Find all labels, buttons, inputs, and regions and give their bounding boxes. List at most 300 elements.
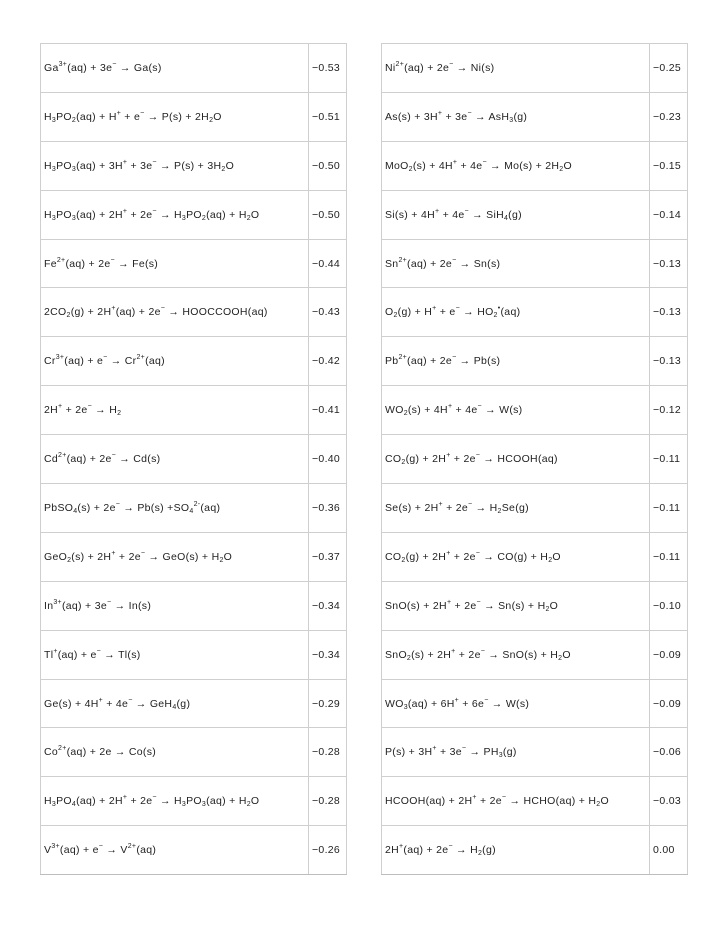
reaction-text: → W(s) <box>488 697 530 710</box>
reaction-text: Ga <box>44 61 59 74</box>
superscript: − <box>87 403 92 411</box>
reaction-text: + 3e <box>436 746 462 759</box>
reaction-text: (aq) + H <box>76 110 117 123</box>
reaction-text: (g) <box>502 746 517 759</box>
superscript: + <box>53 647 58 655</box>
superscript: − <box>140 549 146 557</box>
potentials-table-right <box>381 43 688 875</box>
potential-value-cell: −0.15 <box>650 141 688 190</box>
superscript: − <box>482 158 487 166</box>
table-row <box>382 239 688 288</box>
superscript: 2+ <box>127 843 137 851</box>
subscript: 3 <box>51 116 57 124</box>
reaction-text: Si(s) + 4H <box>385 208 435 221</box>
reaction-text: CO <box>385 550 402 563</box>
superscript: − <box>110 256 115 264</box>
reaction-text: + 2e <box>476 795 502 808</box>
potential-value-cell: 0.00 <box>650 826 688 875</box>
subscript: 2 <box>401 459 406 467</box>
reaction-text: O <box>385 306 394 319</box>
reaction-text: (aq) + 2e <box>65 257 111 270</box>
subscript: 2 <box>246 214 251 222</box>
superscript: + <box>122 794 128 802</box>
half-reaction-cell <box>382 679 650 728</box>
superscript: + <box>111 305 116 313</box>
reaction-text: + 2e <box>62 404 88 417</box>
potential-value-cell: −0.13 <box>650 337 688 386</box>
half-reaction-cell <box>41 337 309 386</box>
superscript: − <box>475 452 481 460</box>
potential-value-cell: −0.28 <box>309 777 347 826</box>
potential-value-cell: −0.10 <box>650 581 688 630</box>
subscript: 2 <box>401 556 406 564</box>
superscript: − <box>476 598 481 606</box>
subscript: 3 <box>51 214 57 222</box>
reaction-text: O <box>225 159 235 172</box>
reaction-text: → Sn(s) + H <box>480 599 546 612</box>
superscript: − <box>475 549 481 557</box>
table-row <box>41 337 347 386</box>
reaction-text: → AsH <box>471 110 510 123</box>
half-reaction-cell <box>41 435 309 484</box>
reaction-text: P(s) + 3H <box>385 746 433 759</box>
reaction-text: → CO(g) + H <box>480 550 549 563</box>
half-reaction-cell <box>382 337 650 386</box>
subscript: 2 <box>219 556 224 564</box>
reaction-text: + e <box>436 306 456 319</box>
reaction-text: Cr <box>44 355 56 368</box>
potential-value-cell: −0.11 <box>650 532 688 581</box>
superscript: 2+ <box>395 60 405 68</box>
table-row <box>41 484 347 533</box>
half-reaction-cell <box>382 239 650 288</box>
table-row <box>41 386 347 435</box>
table-row <box>382 190 688 239</box>
half-reaction-cell <box>382 435 650 484</box>
subscript: 2 <box>66 312 71 320</box>
reaction-text: Co <box>44 746 59 759</box>
subscript: 3 <box>51 165 57 173</box>
superscript: 2+ <box>136 354 146 362</box>
subscript: 2 <box>558 654 563 662</box>
superscript: 3+ <box>55 354 65 362</box>
reaction-text: Se(g) <box>501 501 529 514</box>
subscript: 2 <box>67 556 72 564</box>
table-row <box>382 777 688 826</box>
superscript: + <box>122 207 128 215</box>
potential-value-cell: −0.36 <box>309 484 347 533</box>
superscript: − <box>111 452 117 460</box>
superscript: + <box>98 696 104 704</box>
subscript: 3 <box>403 703 408 711</box>
reaction-text: H <box>44 208 52 221</box>
reaction-text: (aq) <box>145 355 165 368</box>
table-body <box>382 44 688 875</box>
reaction-text: WO <box>385 404 404 417</box>
reaction-text: + 4e <box>103 697 129 710</box>
superscript: − <box>103 354 108 362</box>
potential-value-cell: −0.53 <box>309 44 347 93</box>
reaction-text: (g) <box>508 208 522 221</box>
reaction-text: CO <box>385 453 402 466</box>
superscript: + <box>438 500 443 508</box>
reaction-text: → P(s) + 2H <box>144 110 210 123</box>
superscript: − <box>128 696 133 704</box>
table-row <box>382 386 688 435</box>
reaction-text: (g) <box>513 110 528 123</box>
reaction-text: In <box>44 599 54 612</box>
subscript: 2 <box>201 214 207 222</box>
potential-value-cell: −0.34 <box>309 630 347 679</box>
superscript: + <box>432 745 437 753</box>
potential-value-cell: −0.41 <box>309 386 347 435</box>
table-row <box>382 141 688 190</box>
half-reaction-cell <box>41 581 309 630</box>
reaction-text: (s) + 4H <box>412 159 453 172</box>
half-reaction-cell <box>41 44 309 93</box>
potential-value-cell: −0.09 <box>650 679 688 728</box>
subscript: 2 <box>559 165 564 173</box>
superscript: − <box>152 794 157 802</box>
half-reaction-cell <box>41 92 309 141</box>
subscript: 3 <box>201 801 207 809</box>
reaction-text: Ge(s) + 4H <box>44 697 99 710</box>
reaction-text: O <box>250 208 260 221</box>
reaction-text: (g) + 2H <box>70 306 112 319</box>
subscript: 3 <box>181 801 187 809</box>
subscript: 4 <box>73 507 78 515</box>
potential-value-cell: −0.28 <box>309 728 347 777</box>
reaction-text: → In(s) <box>111 599 152 612</box>
reaction-text: PO <box>186 795 202 808</box>
superscript: 3+ <box>58 60 68 68</box>
half-reaction-cell <box>41 484 309 533</box>
reaction-text: (aq) + 2H <box>76 208 123 221</box>
reaction-text: → SnO(s) + H <box>485 648 559 661</box>
reaction-text: H <box>44 795 52 808</box>
potential-value-cell: −0.51 <box>309 92 347 141</box>
reaction-text: PO <box>186 208 202 221</box>
potential-value-cell: −0.29 <box>309 679 347 728</box>
reaction-text: (aq) + H <box>206 208 247 221</box>
table-row <box>382 337 688 386</box>
reaction-text: (aq) + 2e <box>404 61 450 74</box>
superscript: + <box>437 109 443 117</box>
superscript: − <box>467 109 472 117</box>
subscript: 2 <box>497 507 502 515</box>
reaction-text: (g) + H <box>397 306 433 319</box>
reaction-text: (aq) + 2e → Co(s) <box>66 746 157 759</box>
table-row <box>41 826 347 875</box>
reaction-text: → H <box>472 501 498 514</box>
superscript: − <box>152 207 157 215</box>
superscript: + <box>446 452 451 460</box>
superscript: − <box>484 696 489 704</box>
subscript: 2 <box>246 801 251 809</box>
reaction-text: + 2e <box>450 453 476 466</box>
subscript: 3 <box>509 116 514 124</box>
reaction-text: (aq) + 2e <box>407 355 453 368</box>
subscript: 2 <box>408 165 413 173</box>
reaction-text: GeO <box>44 550 68 563</box>
reaction-text: 2H <box>44 404 59 417</box>
superscript: + <box>447 403 453 411</box>
reaction-text: Fe <box>44 257 57 270</box>
potential-value-cell: −0.26 <box>309 826 347 875</box>
superscript: − <box>448 843 453 851</box>
reaction-text: → Fe(s) <box>114 257 159 270</box>
subscript: 2 <box>209 116 214 124</box>
half-reaction-cell <box>382 44 650 93</box>
reaction-text: (aq) + e <box>57 648 97 661</box>
table-body <box>41 44 347 875</box>
table-row <box>382 92 688 141</box>
reaction-text: H <box>44 110 52 123</box>
half-reaction-cell <box>382 484 650 533</box>
subscript: 2 <box>393 312 398 320</box>
subscript: 2 <box>596 801 601 809</box>
half-reaction-cell <box>41 532 309 581</box>
reaction-text: O <box>250 795 260 808</box>
reaction-text: O <box>552 550 561 563</box>
table-row <box>41 92 347 141</box>
reaction-text: → Cr <box>107 355 137 368</box>
subscript: 4 <box>71 801 77 809</box>
reaction-text: (s) + 4H <box>407 404 448 417</box>
table-row <box>382 679 688 728</box>
reaction-text: → SiH <box>468 208 504 221</box>
subscript: 2 <box>477 850 483 858</box>
superscript: + <box>116 109 122 117</box>
subscript: 3 <box>498 752 503 760</box>
superscript: + <box>454 696 460 704</box>
superscript: + <box>446 549 451 557</box>
superscript: + <box>432 305 437 313</box>
potential-value-cell: −0.06 <box>650 728 688 777</box>
reaction-text: (g) + 2H <box>405 550 447 563</box>
reaction-text: + 2e <box>455 648 481 661</box>
reaction-text: Tl <box>44 648 54 661</box>
half-reaction-cell <box>41 777 309 826</box>
half-reaction-cell <box>41 826 309 875</box>
reaction-text: O <box>563 159 572 172</box>
superscript: + <box>122 158 128 166</box>
subscript: 3 <box>181 214 187 222</box>
reaction-text: → PH <box>466 746 499 759</box>
reaction-text: + 3e <box>127 159 153 172</box>
potential-value-cell: −0.11 <box>650 435 688 484</box>
table-row <box>382 288 688 337</box>
potential-value-cell: −0.43 <box>309 288 347 337</box>
reaction-text: (aq) <box>500 306 521 319</box>
potential-value-cell: −0.50 <box>309 190 347 239</box>
reaction-text: Cd <box>44 453 59 466</box>
table-row <box>382 484 688 533</box>
reaction-text: → HOOCCOOH(aq) <box>165 306 268 319</box>
subscript: 4 <box>189 507 194 515</box>
reaction-text: As(s) + 3H <box>385 110 438 123</box>
reaction-text: + 2e <box>127 208 153 221</box>
reaction-text: → V <box>103 844 128 857</box>
table-row <box>41 679 347 728</box>
reaction-text: Pb <box>385 355 399 368</box>
potential-value-cell: −0.09 <box>650 630 688 679</box>
subscript: 2 <box>403 410 408 418</box>
superscript: − <box>98 843 104 851</box>
half-reaction-cell <box>41 386 309 435</box>
subscript: 3 <box>51 801 57 809</box>
superscript: 2+ <box>398 354 408 362</box>
reaction-text: SnO(s) + 2H <box>385 599 447 612</box>
superscript: + <box>434 207 440 215</box>
half-reaction-cell <box>41 679 309 728</box>
reaction-text: (g) <box>176 697 191 710</box>
potential-value-cell: −0.12 <box>650 386 688 435</box>
half-reaction-cell <box>382 190 650 239</box>
table-row <box>41 141 347 190</box>
reaction-text: (aq) + 2e <box>115 306 161 319</box>
table-row <box>41 581 347 630</box>
reaction-text: 2H <box>385 844 400 857</box>
table-row <box>382 581 688 630</box>
reaction-text: (aq) + 3e <box>67 61 113 74</box>
reaction-text: → Pb(s) <box>456 355 501 368</box>
superscript: − <box>461 745 467 753</box>
table-row <box>41 288 347 337</box>
reaction-text: (aq) + 2e <box>407 257 453 270</box>
reaction-text: H <box>44 159 52 172</box>
reaction-text: + 4e <box>457 159 483 172</box>
reaction-text: + 2e <box>127 795 153 808</box>
reaction-text: Se(s) + 2H <box>385 501 439 514</box>
reaction-text: → H <box>91 404 118 417</box>
superscript: + <box>452 158 458 166</box>
reaction-text: PO <box>56 110 72 123</box>
reaction-text: WO <box>385 697 404 710</box>
superscript: + <box>446 598 452 606</box>
subscript: 2 <box>406 654 412 662</box>
superscript: − <box>106 598 112 606</box>
reaction-text: O <box>600 795 609 808</box>
potential-value-cell: −0.37 <box>309 532 347 581</box>
table-row <box>41 630 347 679</box>
reaction-text: HCOOH(aq) + 2H <box>385 795 473 808</box>
superscript: − <box>115 500 121 508</box>
reaction-text: + 4e <box>452 404 478 417</box>
reaction-text: (aq) + 2e <box>403 844 449 857</box>
superscript: − <box>140 109 145 117</box>
potential-value-cell: −0.03 <box>650 777 688 826</box>
reaction-text: (g) <box>482 844 496 857</box>
reaction-text: O <box>562 648 571 661</box>
half-reaction-cell <box>41 190 309 239</box>
superscript: − <box>477 403 482 411</box>
reaction-text: + 6e <box>459 697 485 710</box>
superscript: − <box>112 60 117 68</box>
table-row <box>382 44 688 93</box>
superscript: 2+ <box>58 452 67 460</box>
reaction-text: → Ni(s) <box>453 61 495 74</box>
reaction-text: → Sn(s) <box>456 257 501 270</box>
reaction-text: O <box>549 599 559 612</box>
potential-value-cell: −0.11 <box>650 484 688 533</box>
table-row <box>41 777 347 826</box>
reaction-text: PO <box>56 208 72 221</box>
reaction-text: → Tl(s) <box>101 648 141 661</box>
table-row <box>41 435 347 484</box>
superscript: 2- <box>193 500 201 508</box>
reaction-text: V <box>44 844 52 857</box>
half-reaction-cell <box>382 288 650 337</box>
reaction-text: + 2e <box>442 501 469 514</box>
superscript: + <box>399 843 404 851</box>
subscript: 4 <box>503 214 509 222</box>
potential-value-cell: −0.23 <box>650 92 688 141</box>
reaction-text: → W(s) <box>481 404 523 417</box>
potential-value-cell: −0.40 <box>309 435 347 484</box>
reaction-text: → HO <box>459 306 494 319</box>
superscript: 3+ <box>51 843 60 851</box>
superscript: − <box>464 207 469 215</box>
reaction-text: PO <box>56 159 72 172</box>
subscript: 2 <box>71 116 77 124</box>
subscript: 3 <box>71 214 77 222</box>
potential-value-cell: −0.42 <box>309 337 347 386</box>
table-row <box>382 630 688 679</box>
superscript: − <box>96 647 102 655</box>
reaction-text: (s) + 2H <box>71 550 112 563</box>
reaction-text: (aq) + 2H <box>76 795 123 808</box>
half-reaction-cell <box>382 630 650 679</box>
reaction-text: → Mo(s) + 2H <box>486 159 560 172</box>
reaction-text: → P(s) + 3H <box>156 159 222 172</box>
reaction-text: (aq) + e <box>64 355 104 368</box>
reaction-text: O <box>223 550 233 563</box>
reaction-text: Ni <box>385 61 396 74</box>
half-reaction-cell <box>41 630 309 679</box>
reaction-text: + 2e <box>451 599 477 612</box>
half-reaction-cell <box>382 777 650 826</box>
superscript: − <box>160 305 166 313</box>
subscript: 4 <box>172 703 177 711</box>
reaction-text: Sn <box>385 257 399 270</box>
half-reaction-cell <box>41 728 309 777</box>
reaction-text: → Cd(s) <box>116 453 161 466</box>
potentials-table-left <box>40 43 347 875</box>
reaction-text: (s) + 2H <box>411 648 452 661</box>
superscript: + <box>472 794 477 802</box>
superscript: − <box>152 158 157 166</box>
half-reaction-cell <box>41 141 309 190</box>
superscript: + <box>451 647 456 655</box>
superscript: 2+ <box>56 256 66 264</box>
half-reaction-cell <box>382 92 650 141</box>
superscript: 2+ <box>398 256 408 264</box>
potential-value-cell: −0.50 <box>309 141 347 190</box>
subscript: 2 <box>545 605 550 613</box>
half-reaction-cell <box>382 386 650 435</box>
reaction-text: → Pb(s) +SO <box>120 501 190 514</box>
table-row <box>382 532 688 581</box>
table-row <box>382 728 688 777</box>
reaction-text: → H <box>156 208 182 221</box>
subscript: 2 <box>117 410 122 418</box>
table-row <box>41 239 347 288</box>
subscript: 3 <box>71 165 77 173</box>
reaction-text: (aq) + H <box>206 795 247 808</box>
potential-value-cell: −0.13 <box>650 239 688 288</box>
reaction-text: → HCHO(aq) + H <box>506 795 597 808</box>
